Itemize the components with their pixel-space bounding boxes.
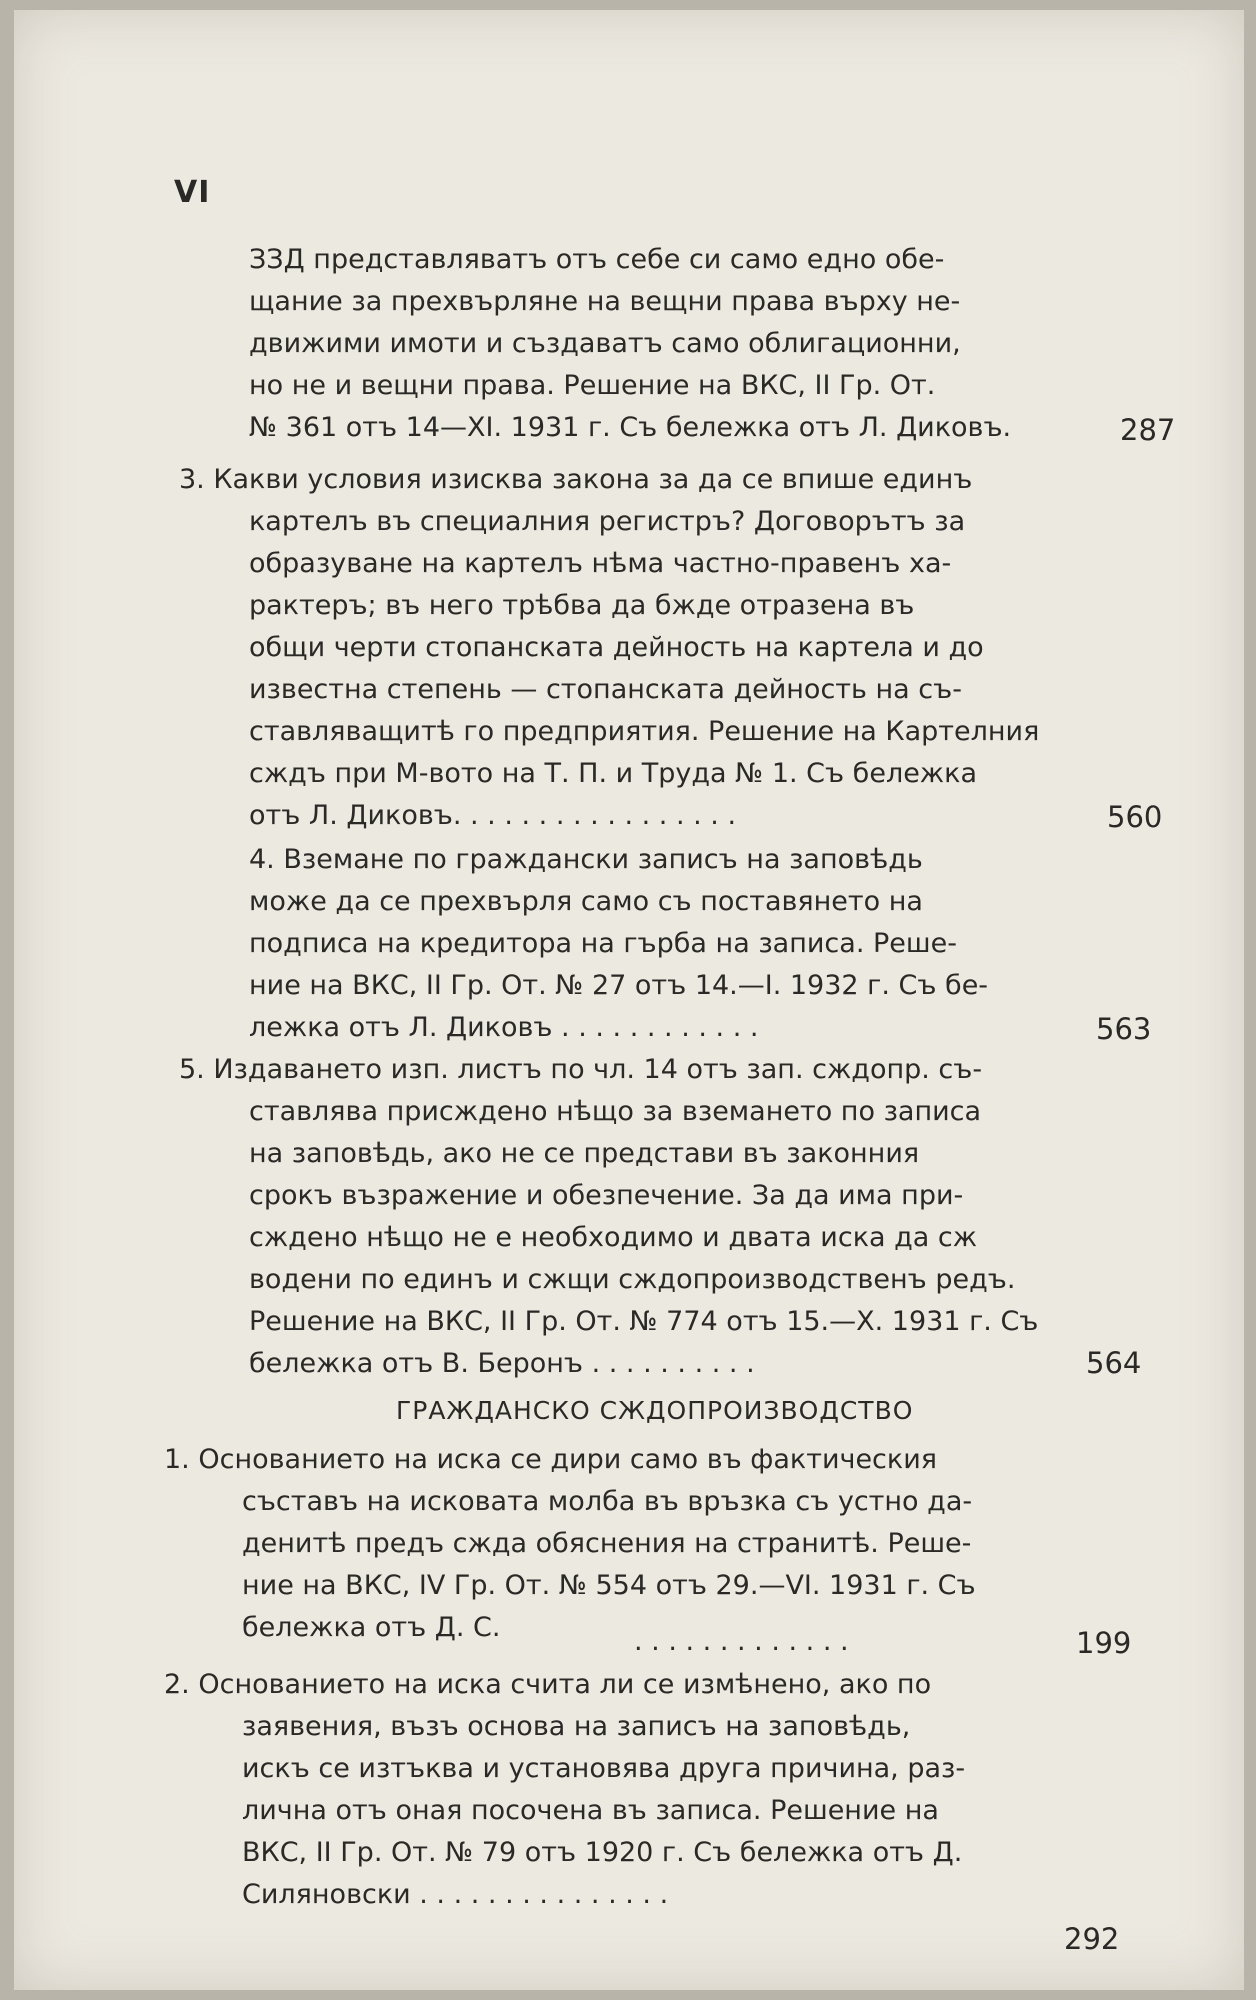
- entry-line: лична отъ оная посочена въ записа. Решение на: [242, 1795, 939, 1826]
- entry-line: 4. Вземане по граждански записъ на заповѣдь: [249, 844, 923, 875]
- entry-line: известна степень — стопанската дейность на съ-: [249, 674, 962, 705]
- entry-line: сждъ при М-вото на Т. П. и Труда № 1. Съ бележка: [249, 758, 977, 789]
- entry-line: на заповѣдь, ако не се представи въ законния: [249, 1138, 920, 1169]
- entry-line: но не и вещни права. Решение на ВКС, II Гр. От.: [249, 370, 936, 401]
- page-number: 287: [1120, 413, 1176, 447]
- entry-line: образуване на картелъ нѣма частно-правенъ ха-: [249, 548, 952, 579]
- entry-line: водени по единъ и сжщи сждопроизводственъ редъ.: [249, 1264, 1016, 1295]
- book-page: [14, 10, 1244, 1990]
- entry-line: срокъ възражение и обезпечение. За да има при-: [249, 1180, 964, 1211]
- page-number: 199: [1076, 1626, 1132, 1660]
- entry-line: ВКС, II Гр. От. № 79 отъ 1920 г. Съ бележка отъ Д.: [242, 1837, 963, 1868]
- entry-line: заявения, възъ основа на записъ на заповѣдь,: [242, 1711, 911, 1742]
- page-number: 292: [1064, 1922, 1120, 1956]
- entry-line: бележка отъ Д. С.: [242, 1612, 501, 1643]
- entry-line: картелъ въ специалния регистръ? Договорътъ за: [249, 506, 966, 537]
- page-number: 564: [1086, 1346, 1142, 1380]
- entry-line: общи черти стопанската дейность на картела и до: [249, 632, 984, 663]
- entry-line: отъ Л. Диковъ. . . . . . . . . . . . . . . . .: [249, 800, 737, 831]
- entry-line: Решение на ВКС, II Гр. От. № 774 отъ 15.—X. 1931 г. Съ: [249, 1306, 1039, 1337]
- entry-line: искъ се изтъква и установява друга причина, раз-: [242, 1753, 966, 1784]
- entry-line: 3. Какви условия изисква закона за да се впише единъ: [179, 464, 973, 495]
- entry-line: ЗЗД представляватъ отъ себе си само едно обе-: [249, 244, 945, 275]
- entry-line: ставлява присждено нѣщо за вземането по записа: [249, 1096, 982, 1127]
- entry-line: щание за прехвърляне на вещни права върху не-: [249, 286, 961, 317]
- entry-line: ние на ВКС, IV Гр. От. № 554 отъ 29.—VI. 1931 г. Съ: [242, 1570, 976, 1601]
- entry-line: ставляващитѣ го предприятия. Решение на Картелния: [249, 716, 1040, 747]
- entry-line: рактеръ; въ него трѣбва да бжде отразена въ: [249, 590, 915, 621]
- page-folio: VI: [174, 175, 211, 210]
- entry-line: 2. Основанието на иска счита ли се измѣнено, ако по: [164, 1669, 932, 1700]
- entry-line: денитѣ предъ сжда обяснения на странитѣ. Реше-: [242, 1528, 972, 1559]
- entry-line: може да се прехвърля само съ поставянето на: [249, 886, 923, 917]
- entry-line: № 361 отъ 14—XI. 1931 г. Съ бележка отъ Л. Диковъ.: [249, 412, 1012, 443]
- entry-line: сждено нѣщо не е необходимо и двата иска да сж: [249, 1222, 978, 1253]
- entry-line: . . . . . . . . . . . . .: [634, 1626, 849, 1657]
- entry-line: Силяновски . . . . . . . . . . . . . . .: [242, 1879, 669, 1910]
- entry-line: съставъ на исковата молба въ връзка съ устно да-: [242, 1486, 973, 1517]
- section-heading: ГРАЖДАНСКО СЖДОПРОИЗВОДСТВО: [396, 1396, 914, 1425]
- page-number: 560: [1107, 800, 1163, 834]
- page-number: 563: [1096, 1012, 1152, 1046]
- entry-line: подписа на кредитора на гърба на записа. Реше-: [249, 928, 957, 959]
- entry-line: 1. Основанието на иска се дири само въ фактическия: [164, 1444, 937, 1475]
- entry-line: движими имоти и създаватъ само облигационни,: [249, 328, 961, 359]
- entry-line: бележка отъ В. Беронъ . . . . . . . . . .: [249, 1348, 755, 1379]
- entry-line: ние на ВКС, II Гр. От. № 27 отъ 14.—I. 1932 г. Съ бе-: [249, 970, 989, 1001]
- entry-line: 5. Издаването изп. листъ по чл. 14 отъ зап. сждопр. съ-: [179, 1054, 983, 1085]
- entry-line: лежка отъ Л. Диковъ . . . . . . . . . . . .: [249, 1012, 759, 1043]
